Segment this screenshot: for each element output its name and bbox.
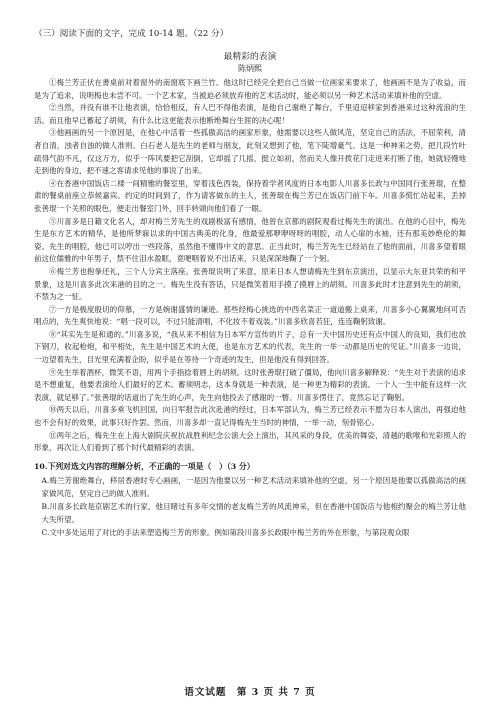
option-b: B.川喜多长政是京剧艺术的行家，他目睹过有多年交情的老友梅兰芳的风流神采，但在香港中国饭店与他相约聚会的梅兰芳让他大失所望。	[41, 501, 466, 524]
page-footer: 语文试题 第 3 页 共 7 页	[184, 687, 316, 698]
article	[34, 51, 466, 455]
article-author: 陈炳熙	[238, 64, 262, 73]
article-paragraph-1: ①梅兰芳正伏在書桌前对着窗外的南窗底下画兰竹。他这时已经完全把自己当做一位画家来要求了，他画画不是为了收益，而是为了追求，说明梅也未尝不可。一个艺术家，当被迫必须放弃他的艺术活动时，能必须以另一种艺术活动来填补他的空虚。	[34, 78, 466, 100]
question-10	[34, 460, 466, 539]
article-paragraph-6: ⑥梅兰芳也抱拳还礼，三个人分宾主落座。张善琨说明了来意，原来日本人想请梅先生到东京演出，以显示大东亚共荣的和平景象，这是川喜多此次来港的目的之一。梅先生没有答话，只是微笑着用手摸了摸唇上的胡须。川喜多此时才注意到先生的胡须，不禁为之一怔。	[34, 266, 466, 302]
article-paragraph-9: ⑨先生举着酒杯，微笑不语，用两个手指捻着唇上的胡须。这时张善琨打破了僵局，他向川喜多解释说：“先生对于表演的追求是不想重复，他要表演给人们最好的艺术。蓄须明志，这本身就是一种表演，是一种更为精彩的表演。一个人一生中能有这样一次表演，就足够了。”张善琨的话道出了先生的心声，先生向他投去了感谢的一瞥。川喜多愣住了，竟然忘记了鞠躬。	[34, 367, 466, 402]
article-paragraph-11: ⑪两年之后，梅先生在上海大剧院庆祝抗战胜利纪念公演大会上演出，其风采的身段，优美的舞姿，清越的歌喉和光彩照人的形象，再次让人们看到了那个时代最精彩的表演。	[34, 430, 466, 453]
article-paragraph-5: ⑤川喜多是日籍文化名人，却对梅兰芳先生的戏剧极富有感情，他曾在京都的剧院观看过梅先生的演出。在他的心目中，梅先生是东方艺术的精华，是他所梦寐以求的中国古典美的化身，他最爱那咿咿呀呀的唱腔，动人心扉的水袖，还有那美妙绝伦的舞姿。先生的唱腔，他已可以哼出一些段落，虽然他不懂得中文的意思。正当此时，梅兰芳先生已经站在了他的面前，川喜多望着眼前这位儒雅的中年男子，禁不住泪水盈眶，竟哽咽着说不出话来，只是深深地鞠了一个躬。	[34, 216, 466, 264]
article-paragraph-4: ④在香港中国饭店二楼一间精雅的餐室里，穿着浅色西装，保持着学者风度的日本电影人川喜多长政与中国同行张善琨，在整肃的餐桌前座立恭候嘉宾。约定的时间到了，作为请客做东的主人，张善琨在梅兰芳已在饭店门前下车。川喜多慌忙站起来，丢掉张善琨一个关照的眼色，便走出餐室门外，回手转頭向他们看了一眼。	[34, 178, 466, 213]
article-paragraph-8: ⑧“其实先生是和通的。”川喜多说，“我从来不相信为日本军方宣传的片子，总有一天中国历史还有点中国人的良知，我们也放下钢刀，收起枪炮，和平相处，先生是中国艺术的大使，也是东方艺术的代表，先生的一举一动都是历史的见证。”川喜多一边说，一边望着先生，目光里充满着企盼，似乎是在等待一个奇迹的发生，但是他没有得到回答。	[34, 329, 466, 365]
option-c: C.文中多处运用了对比的手法来塑造梅兰芳的形象。例如第段川喜多长政眼中梅兰芳的外在形象，与第段观众眼	[41, 527, 410, 537]
article-paragraph-7: ⑦一方是极度殷切的仰慕，一方是婉谢盛情的谦逊。那些经梅心挑选的中西名菜正一道道搬上桌来，川喜多小心翼翼地问可否唱点的，先生爽快地说：“唱一段可以，不过只能清唱，不化妆不着戏装。”川喜多欣喜若狂，连连鞠躬致谢。	[34, 304, 466, 327]
section-heading: （三）阅读下面的文字，完成 10-14 题。（22 分）	[34, 29, 229, 39]
article-paragraph-3: ③他画画的另一个原因是，在他心中活着一些孤傲高洁的画家形象，他需要以这些人做风范，坚定自己的活法，不屈荣利，清者自清，浊者自浊的做人准则。白石老人是先生的老师与朋友，此刻又想到了他，笔下陡增豪气。这是一种神来之势，把几段竹叶疏得气韵不凡，仅这万方，似乎一阵风要把它刮倒，它却摇了几摇，挺立如初，然而关人像开拨花门走进来打断了他，她就轻慢地走到他的身边，把不速之客请求见他的事说了出来。	[34, 128, 466, 176]
option-a: A.梅兰芳谢绝舞台，移居香港时专心画画，一是因为他要以另一种艺术活动来填补他的空虚，另一个原因是他要以孤傲高洁的画家做风范，坚定自己的做人准则。	[41, 475, 466, 498]
question-stem: 10.下列对选文内容的理解分析，不正确的一项是（ ）（3 分）	[34, 461, 255, 471]
article-paragraph-2: ②当然，并没有谁不让他表演，恰恰相反，有人巴不得他表演，是他自己谢绝了舞台，千里迢迢移家到香港来过这种流浪的生活。而且他早已蓄起了胡须，有什么比这更能表示他断绝舞台生涯的决心呢！	[34, 103, 466, 125]
article-paragraph-10: ⑩两天以后，川喜多乘飞机回国，向日军报告此次赴港的经过，日本军部认为，梅兰芳已经表示不愿为日本人演出，再强迫他也不会有好的效果，此事只好作罢。然而，川喜多却一直记得梅先生当时的神情，一举一动，刻骨铭心。	[34, 405, 466, 428]
article-title: 最精彩的表演	[223, 52, 277, 62]
